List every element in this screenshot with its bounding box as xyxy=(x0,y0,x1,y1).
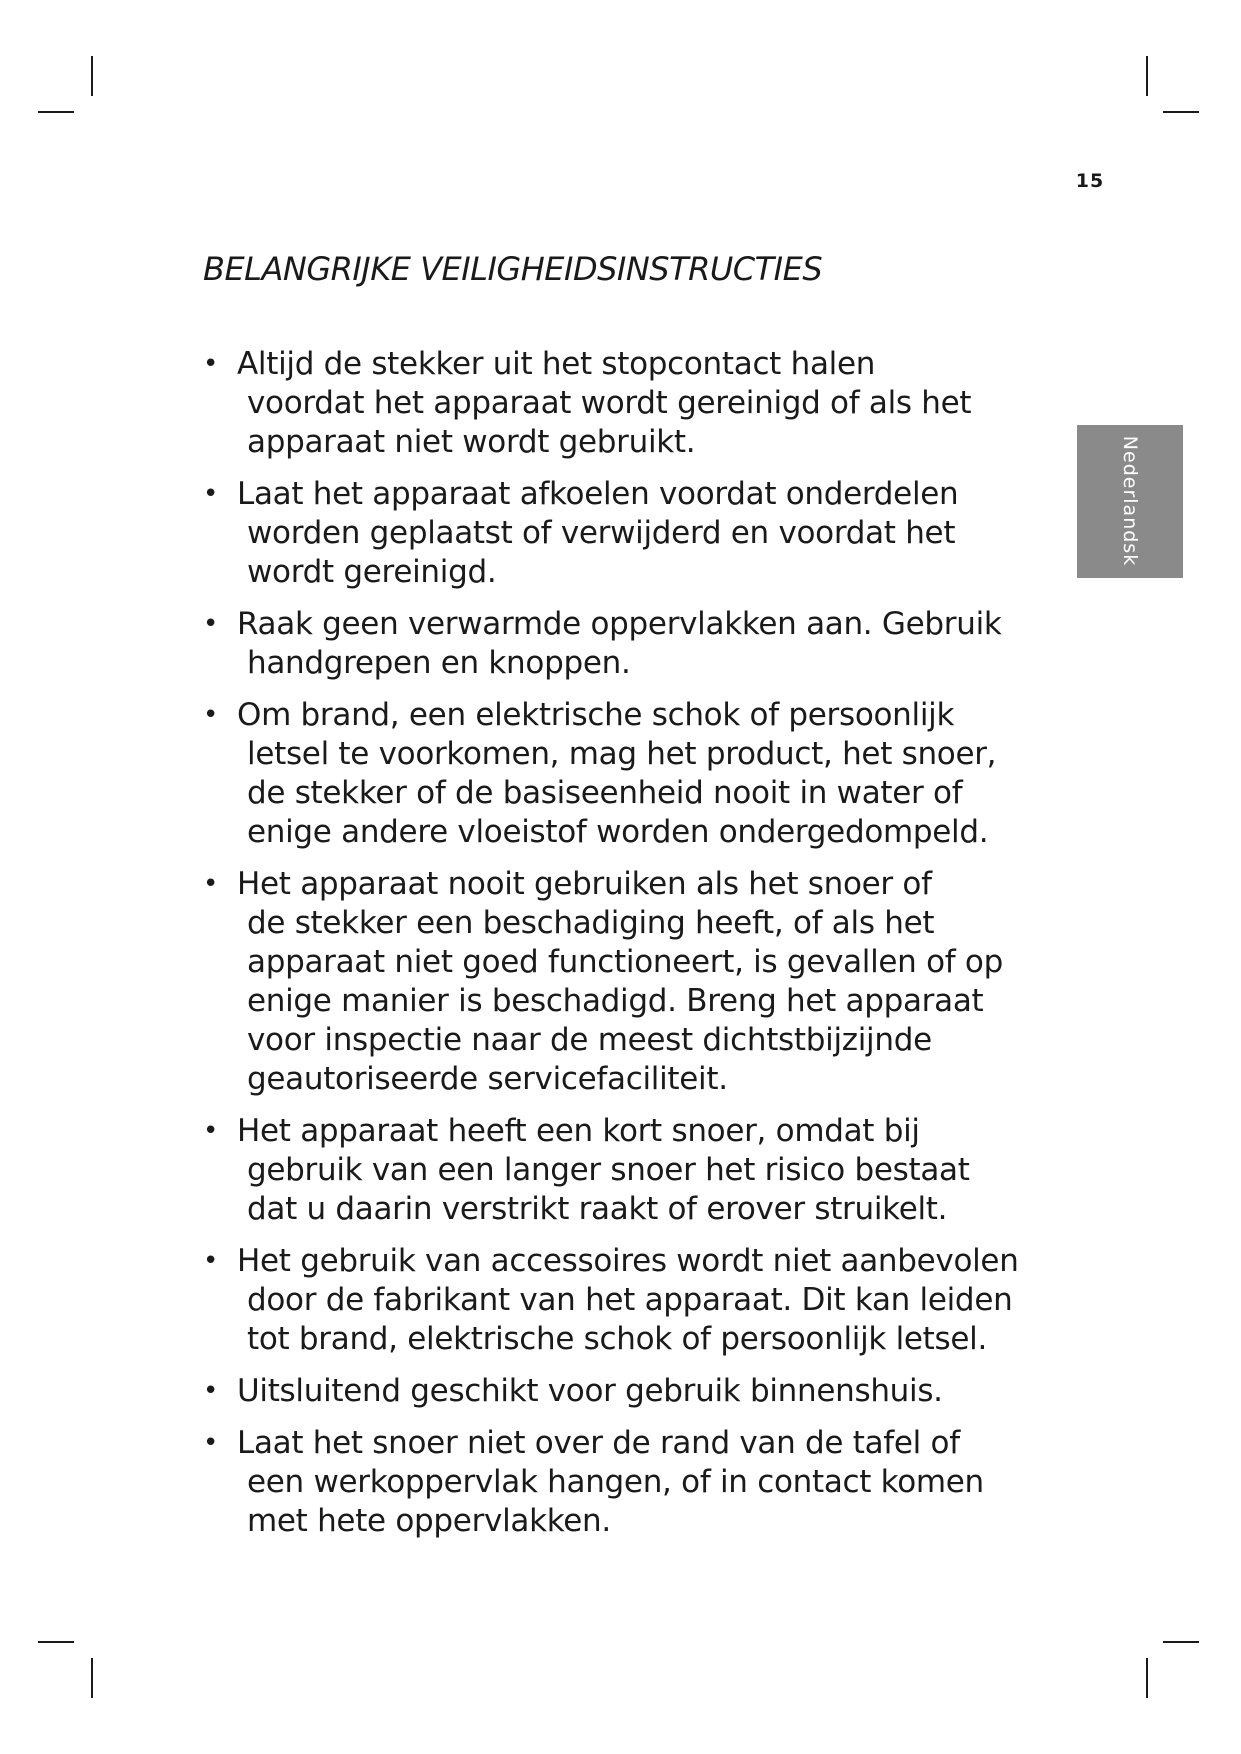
instruction-line: de stekker of de basiseenheid nooit in water of xyxy=(247,775,963,811)
language-tab xyxy=(1077,425,1183,578)
instruction-line: de stekker een beschadiging heeft, of als het xyxy=(247,905,935,941)
crop-mark-top-right-horizontal xyxy=(1163,111,1199,113)
instruction-line: letsel te voorkomen, mag het product, het snoer, xyxy=(247,736,997,772)
instruction-item xyxy=(203,1372,1063,1411)
instruction-item xyxy=(203,605,1063,683)
instruction-item xyxy=(203,1424,1063,1541)
instruction-line: handgrepen en knoppen. xyxy=(247,645,631,681)
instruction-item xyxy=(203,1242,1063,1359)
instruction-line: Het apparaat heeft een kort snoer, omdat bij xyxy=(237,1113,920,1149)
instruction-item xyxy=(203,865,1063,1099)
crop-mark-bottom-left-horizontal xyxy=(38,1641,74,1643)
crop-mark-bottom-right-vertical xyxy=(1146,1658,1148,1698)
instruction-item xyxy=(203,696,1063,852)
instruction-line: Om brand, een elektrische schok of persoonlijk xyxy=(237,697,955,733)
crop-mark-top-left-horizontal xyxy=(38,111,74,113)
instruction-line: apparaat niet wordt gebruikt. xyxy=(247,424,696,460)
instruction-item xyxy=(203,1112,1063,1229)
bullet-icon: • xyxy=(203,609,219,639)
bullet-icon: • xyxy=(203,1246,219,1276)
bullet-icon: • xyxy=(203,1428,219,1458)
instruction-line: met hete oppervlakken. xyxy=(247,1503,611,1539)
instruction-line: enige manier is beschadigd. Breng het apparaat xyxy=(247,983,984,1019)
crop-mark-bottom-left-vertical xyxy=(91,1658,93,1698)
instruction-item xyxy=(203,475,1063,592)
instruction-line: apparaat niet goed functioneert, is gevallen of op xyxy=(247,944,1003,980)
instruction-line: dat u daarin verstrikt raakt of erover struikelt. xyxy=(247,1191,948,1227)
instruction-item xyxy=(203,345,1063,462)
bullet-icon: • xyxy=(203,479,219,509)
language-tab-label: Nederlandsk xyxy=(1119,435,1141,567)
instruction-line: een werkoppervlak hangen, of in contact komen xyxy=(247,1464,984,1500)
instruction-line: voordat het apparaat wordt gereinigd of als het xyxy=(247,385,972,421)
instruction-line: Laat het apparaat afkoelen voordat onderdelen xyxy=(237,476,959,512)
page-number: 15 xyxy=(1075,170,1105,192)
instruction-line: Het gebruik van accessoires wordt niet aanbevolen xyxy=(237,1243,1019,1279)
instruction-line: Uitsluitend geschikt voor gebruik binnenshuis. xyxy=(237,1373,943,1409)
bullet-icon: • xyxy=(203,1376,219,1406)
instruction-line: Het apparaat nooit gebruiken als het snoer of xyxy=(237,866,932,902)
crop-mark-bottom-right-horizontal xyxy=(1163,1641,1199,1643)
instruction-line: Altijd de stekker uit het stopcontact halen xyxy=(237,346,876,382)
instruction-line: wordt gereinigd. xyxy=(247,554,497,590)
bullet-icon: • xyxy=(203,700,219,730)
instruction-line: enige andere vloeistof worden ondergedompeld. xyxy=(247,814,989,850)
crop-mark-top-right-vertical xyxy=(1146,56,1148,96)
instruction-line: geautoriseerde servicefaciliteit. xyxy=(247,1061,728,1097)
instruction-line: voor inspectie naar de meest dichtstbijzijnde xyxy=(247,1022,932,1058)
crop-mark-top-left-vertical xyxy=(91,56,93,96)
instruction-line: tot brand, elektrische schok of persoonlijk letsel. xyxy=(247,1321,988,1357)
bullet-icon: • xyxy=(203,349,219,379)
instruction-line: Laat het snoer niet over de rand van de tafel of xyxy=(237,1425,960,1461)
instruction-line: gebruik van een langer snoer het risico bestaat xyxy=(247,1152,970,1188)
instruction-line: door de fabrikant van het apparaat. Dit kan leiden xyxy=(247,1282,1013,1318)
instruction-line: worden geplaatst of verwijderd en voordat het xyxy=(247,515,956,551)
bullet-icon: • xyxy=(203,869,219,899)
page-heading: BELANGRIJKE VEILIGHEIDSINSTRUCTIES xyxy=(203,250,823,288)
instruction-line: Raak geen verwarmde oppervlakken aan. Gebruik xyxy=(237,606,1002,642)
bullet-icon: • xyxy=(203,1116,219,1146)
safety-instructions-list xyxy=(203,345,1063,1554)
